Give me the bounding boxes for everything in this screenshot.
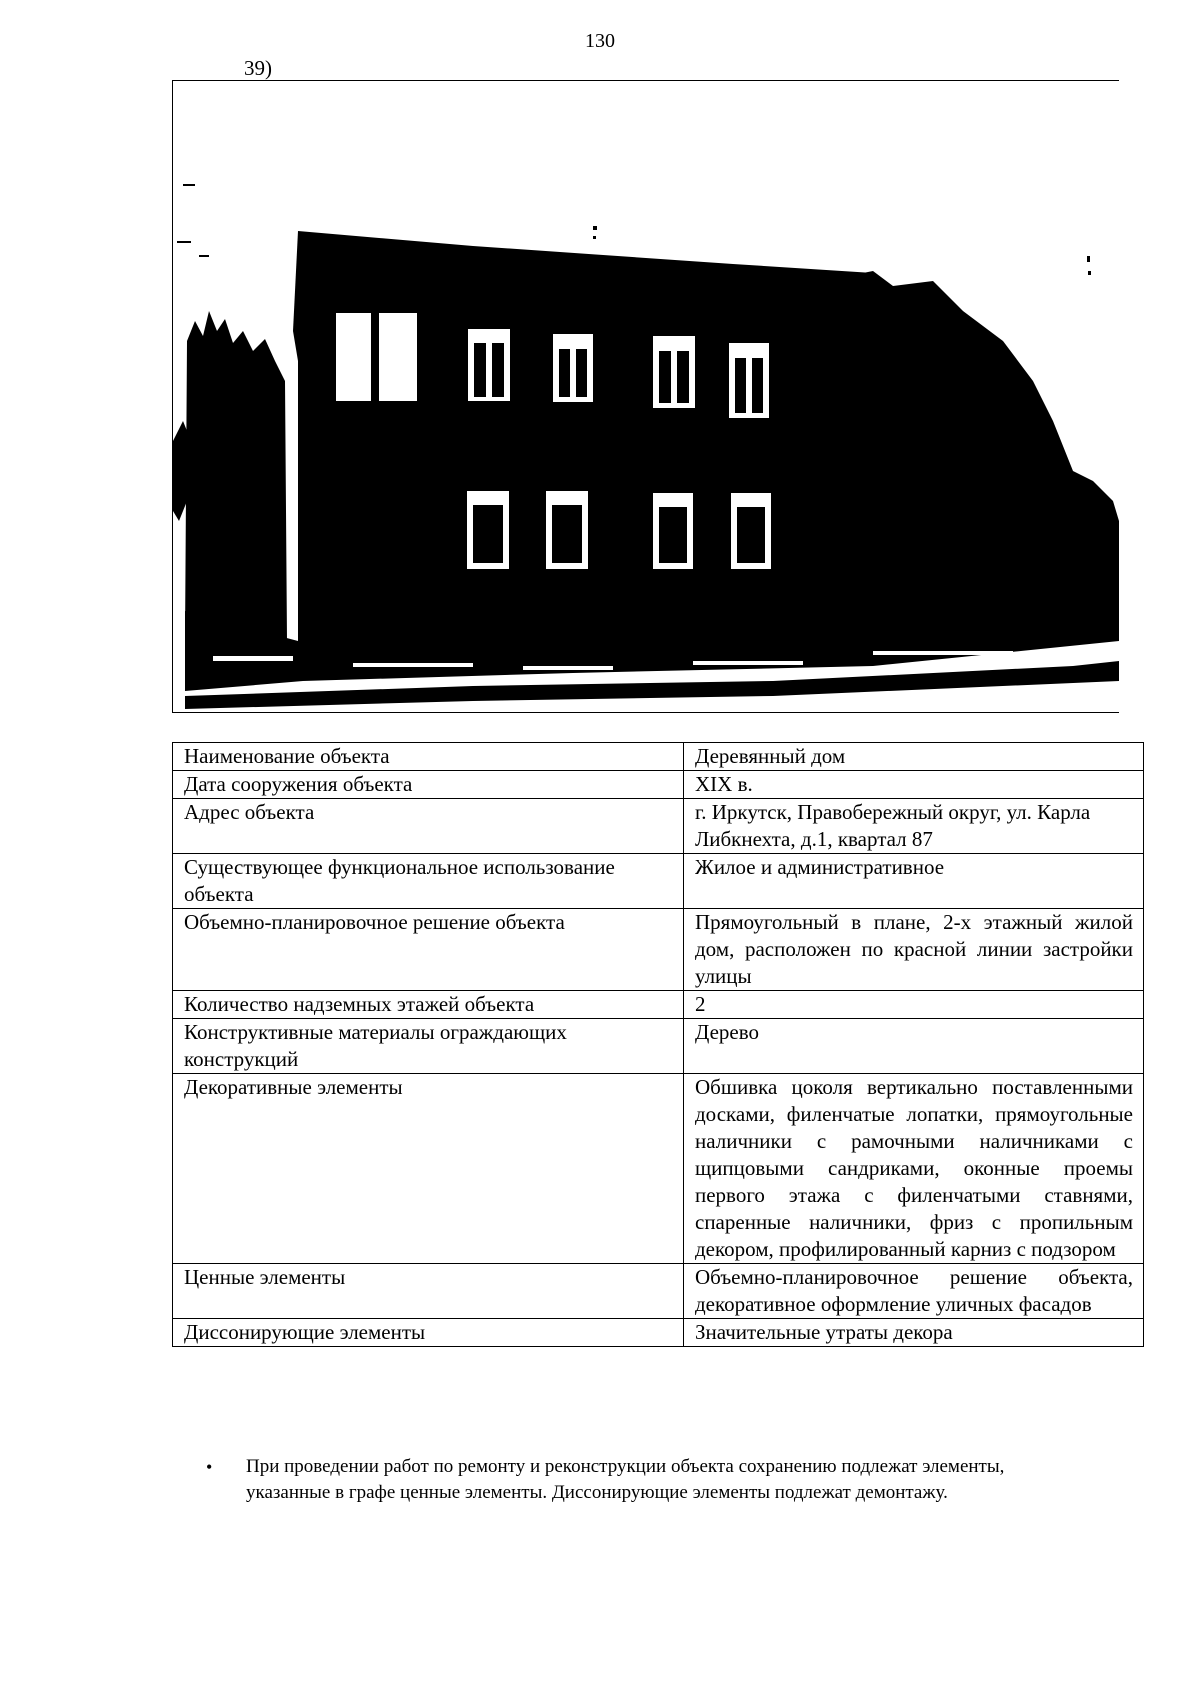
table-row — [173, 1074, 1144, 1264]
row-value: Жилое и административное — [684, 854, 1144, 909]
row-label: Дата сооружения объекта — [173, 771, 684, 799]
row-label: Диссонирующие элементы — [173, 1319, 684, 1347]
row-value: Деревянный дом — [684, 743, 1144, 771]
row-label: Существующее функциональное использование объекта — [173, 854, 684, 909]
page-number: 130 — [585, 30, 615, 52]
building-photo — [172, 80, 1119, 713]
row-value: XIX в. — [684, 771, 1144, 799]
row-label: Количество надземных этажей объекта — [173, 991, 684, 1019]
row-label: Декоративные элементы — [173, 1074, 684, 1264]
bullet-icon: • — [206, 1457, 213, 1477]
row-label: Наименование объекта — [173, 743, 684, 771]
row-value: Объемно-планировочное решение объекта, декоративное оформление уличных фасадов — [684, 1264, 1144, 1319]
table-row — [173, 743, 1144, 771]
row-value: Дерево — [684, 1019, 1144, 1074]
table-row — [173, 909, 1144, 991]
row-label: Ценные элементы — [173, 1264, 684, 1319]
row-value: г. Иркутск, Правобережный округ, ул. Карла Либкнехта, д.1, квартал 87 — [684, 799, 1144, 854]
row-label: Адрес объекта — [173, 799, 684, 854]
note-text: При проведении работ по ремонту и реконструкции объекта сохранению подлежат элементы, указанные в графе ценные элементы. Диссонирующие элементы подлежат демонтажу. — [246, 1456, 1005, 1503]
table-row — [173, 991, 1144, 1019]
row-value: Обшивка цоколя вертикально поставленными досками, филенчатые лопатки, прямоугольные наличники с рамочными наличниками с щипцовыми сандриками, оконные проемы первого этажа с филенчатыми ставнями, спаренные наличники, фриз с пропильным декором, профилированный карниз с подзором — [684, 1074, 1144, 1264]
row-value: Значительные утраты декора — [684, 1319, 1144, 1347]
item-number: 39) — [244, 56, 272, 80]
table-row — [173, 1319, 1144, 1347]
row-label: Конструктивные материалы ограждающих конструкций — [173, 1019, 684, 1074]
row-label: Объемно-планировочное решение объекта — [173, 909, 684, 991]
building-photo-icon — [173, 81, 1119, 712]
row-value: 2 — [684, 991, 1144, 1019]
table-row — [173, 1019, 1144, 1074]
table-row — [173, 799, 1144, 854]
object-info-table — [172, 742, 1144, 1347]
row-value: Прямоугольный в плане, 2-х этажный жилой дом, расположен по красной линии застройки улицы — [684, 909, 1144, 991]
table-row — [173, 854, 1144, 909]
table-row — [173, 1264, 1144, 1319]
note — [206, 1454, 1086, 1506]
table-row — [173, 771, 1144, 799]
